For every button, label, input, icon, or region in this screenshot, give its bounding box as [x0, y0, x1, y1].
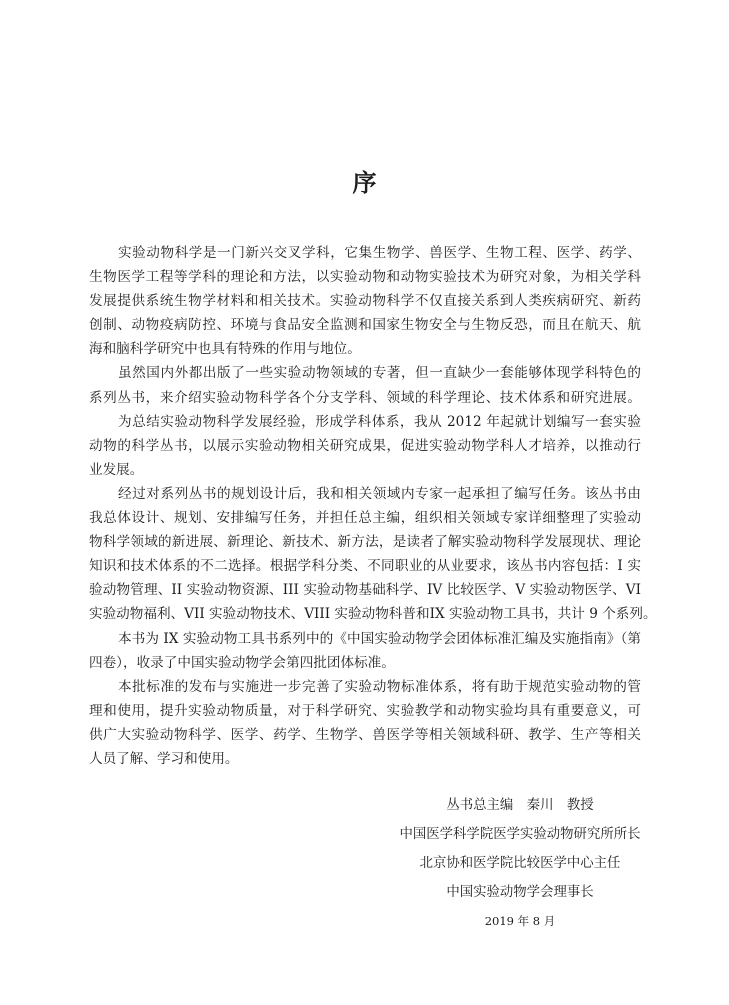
text-line: 海和脑科学研究中也具有特殊的作用与地位。: [89, 341, 361, 358]
signature-affiliation: 中国实验动物学会理事长: [446, 885, 594, 900]
page-title: 序: [352, 169, 377, 197]
text-line: 业发展。: [89, 461, 144, 478]
text-line: 人员了解、学习和使用。: [89, 750, 239, 767]
text-line: 经过对系列丛书的规划设计后，我和相关领域内专家一起承担了编写任务。该丛书由: [118, 485, 641, 502]
text-line: 验动物管理、II 实验动物资源、III 实验动物基础科学、IV 比较医学、V 实验动物医学、VI: [89, 582, 641, 599]
preface-body: [89, 241, 657, 771]
text-line: 虽然国内外都出版了一些实验动物领域的专著，但一直缺少一套能够体现学科特色的: [118, 365, 641, 382]
paragraph-3: [89, 410, 641, 482]
paragraph-4: [89, 482, 657, 627]
text-line: 实验动物福利、VII 实验动物技术、VIII 实验动物科普和IX 实验动物工具书，共计 9 个系列。: [89, 606, 657, 623]
text-line: 创制、动物疫病防控、环境与食品安全监测和国家生物安全与生物反恐，而且在航天、航: [89, 317, 641, 334]
text-line: 本书为 IX 实验动物工具书系列中的《中国实验动物学会团体标准汇编及实施指南》（第: [118, 630, 641, 647]
text-line: 物科学领域的新进展、新理论、新技术、新方法，是读者了解实验动物科学发展现状、理论: [89, 534, 641, 551]
text-line: 本批标准的发布与实施进一步完善了实验动物标准体系，将有助于规范实验动物的管: [118, 678, 641, 695]
text-line: 理和使用，提升实验动物质量，对于科学研究、实验教学和动物实验均具有重要意义，可: [89, 702, 641, 719]
text-line: 生物医学工程等学科的理论和方法，以实验动物和动物实验技术为研究对象，为相关学科: [89, 269, 641, 286]
paragraph-2: [89, 361, 641, 409]
text-line: 发展提供系统生物学材料和相关技术。实验动物科学不仅直接关系到人类疾病研究、新药: [89, 293, 641, 310]
paragraph-5: [89, 627, 641, 675]
paragraph-1: [89, 241, 641, 361]
paragraph-6: [89, 675, 641, 771]
signature-block: [370, 791, 670, 936]
text-line: 供广大实验动物科学、医学、药学、生物学、兽医学等相关领域科研、教学、生产等相关: [89, 726, 641, 743]
text-line: 我总体设计、规划、安排编写任务，并担任总主编，组织相关领域专家详细整理了实验动: [89, 510, 641, 527]
text-line: 知识和技术体系的不二选择。根据学科分类、不同职业的从业要求，该丛书内容包括：I 实: [89, 558, 641, 575]
text-line: 系列丛书，来介绍实验动物科学各个分支学科、领域的科学理论、技术体系和研究进展。: [89, 389, 641, 406]
signature-editor: 丛书总主编 秦川 教授: [446, 798, 594, 813]
text-line: 四卷），收录了中国实验动物学会第四批团体标准。: [89, 654, 395, 671]
signature-date: 2019 年 8 月: [484, 914, 556, 928]
text-line: 为总结实验动物科学发展经验，形成学科体系，我从 2012 年起就计划编写一套实验: [118, 413, 641, 430]
text-line: 实验动物科学是一门新兴交叉学科，它集生物学、兽医学、生物工程、医学、药学、: [118, 245, 641, 261]
signature-affiliation: 中国医学科学院医学实验动物研究所所长: [399, 827, 641, 842]
text-line: 动物的科学丛书，以展示实验动物相关研究成果，促进实验动物学科人才培养，以推动行: [89, 437, 641, 454]
signature-affiliation: 北京协和医学院比较医学中心主任: [419, 856, 621, 871]
